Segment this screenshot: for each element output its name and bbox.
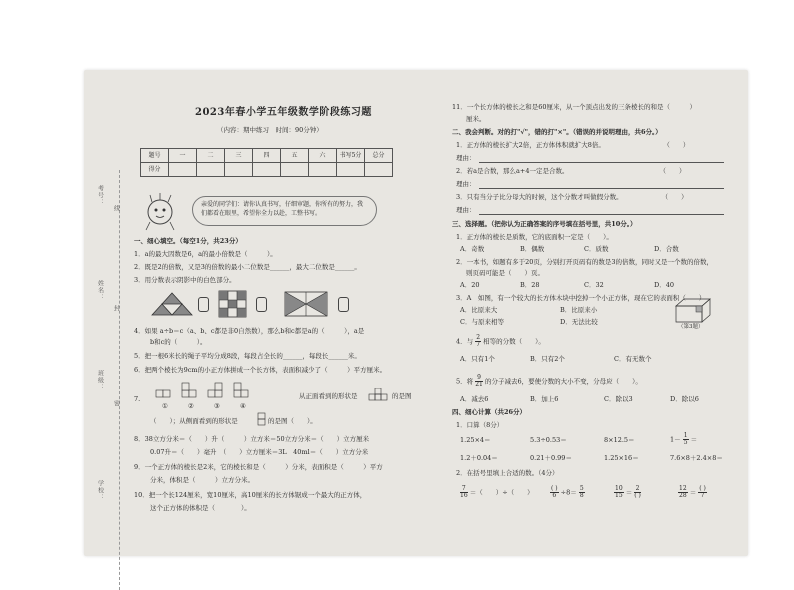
score-cell[interactable] (197, 163, 225, 177)
score-cell: 一 (169, 149, 197, 163)
score-cell: 二 (197, 149, 225, 163)
line-mark-1: 密 (112, 400, 120, 407)
q10-line2: 这个正方体的体积是（ ）。 (150, 504, 251, 512)
q11-line2: 厘米。 (466, 115, 486, 123)
choice-2-line2: 则页码可能是（ ）页。 (466, 269, 544, 277)
q1: 1．a的最大因数是6，a的最小倍数是（ ）。 (134, 250, 277, 258)
calc-item: 1.25×16＝ (604, 454, 639, 462)
binding-line (119, 170, 120, 590)
score-cell[interactable] (337, 163, 365, 177)
exam-number-label: 考号： (96, 185, 104, 206)
name-label: 姓名： (96, 280, 104, 301)
section-2-heading: 二、我会判断。对的打"√"，错的打"×"。（错误的并说明理由，共6分。） (452, 128, 662, 136)
score-cell[interactable] (281, 163, 309, 177)
line-mark-2: 线 (112, 205, 120, 212)
figure-label: ② (188, 402, 194, 410)
q6: 6．把两个棱长为9cm的小正方体拼成一个长方体，表面积减少了（ ）平方厘米。 (134, 366, 387, 374)
q10-line1: 10．把一个长124厘米，宽10厘米，高10厘米的长方体锯成一个最大的正方体， (134, 491, 367, 499)
judge-3: 3．只有当分子比分母大的时候，这个分数才叫做假分数。 （ ） (456, 193, 688, 201)
choice-2-option-c[interactable]: C．32 (584, 281, 604, 289)
mental-math-heading: 1．口算（8分） (456, 421, 504, 429)
judge-1-reason: 理由： (456, 154, 476, 162)
front-view-shape-icon (368, 388, 390, 402)
q4-line1: 4．如果 a÷b＝c（a、b、c都是非0自然数），那么b和c都是a的（ ），a是 (134, 327, 365, 335)
judge-1: 1．正方体的棱长扩大2倍，正方体体积就扩大8倍。 （ ） (456, 141, 690, 149)
choice-2-option-d[interactable]: D．40 (654, 281, 674, 289)
class-label: 班级： (96, 370, 104, 391)
answer-bracket[interactable] (256, 297, 267, 312)
choice-1-option-a[interactable]: A．奇数 (460, 245, 485, 253)
q3: 3．用分数表示阴影中的白色部分。 (134, 276, 236, 284)
choice-1-option-b[interactable]: B．偶数 (520, 245, 545, 253)
fraction: $\frac{9}{21}$ (475, 374, 483, 388)
choice-2-line1: 2．一本书，如题有多于20页，分别打开页码有的数是3的倍数，同时又是一个数的倍数， (456, 258, 714, 266)
exam-paper (84, 70, 748, 556)
score-cell[interactable] (253, 163, 281, 177)
encouragement-bubble: 亲爱的同学们：请你认真书写，仔细审题，你所有的努力，我们都看在眼里，希望你全力以赴，工整书写。 (192, 196, 377, 226)
choice-1-option-c[interactable]: C．质数 (584, 245, 609, 253)
choice-5-option-c[interactable]: C．除以3 (604, 395, 633, 403)
fraction: $\frac{1}{5}$ (683, 432, 688, 446)
choice-5-option-d[interactable]: D．除以6 (670, 395, 699, 403)
choice-3: 3．A 如图，有一个较大的长方体木块中挖掉一个小正方体，现在它的表面积（ ） (456, 294, 706, 302)
fraction: $\frac{2}{7}$ (476, 334, 481, 348)
calc-item: 7.6×8＋2.4×8＝ (670, 454, 723, 462)
choice-4-option-c[interactable]: C．有无数个 (614, 355, 652, 363)
choice-3-option-a[interactable]: A．比原来大 (460, 306, 498, 314)
score-cell: 五 (281, 149, 309, 163)
q7-front-suffix: 的是图 (392, 392, 412, 400)
calc-item: 1.2＋0.04＝ (460, 454, 498, 462)
q7-front-view: 从正面看到的形状是 (299, 392, 358, 400)
score-cell: 题号 (141, 149, 169, 163)
exam-title: 2023年春小学五年级数学阶段练习题 (195, 107, 372, 118)
choice-2-option-b[interactable]: B．28 (520, 281, 540, 289)
choice-2-option-a[interactable]: A．20 (460, 281, 480, 289)
figure-label: ① (162, 402, 168, 410)
cube-stacks-icon (154, 382, 254, 400)
fraction-item: $\frac{12}{28}$ ＝ $\frac{( )}{7}$ (679, 485, 706, 499)
calc-item: 8×12.5＝ (604, 436, 635, 444)
choice-3-option-d[interactable]: D．无法比较 (560, 318, 598, 326)
q11-line1: 11．一个长方体的棱长之和是60厘米，从一个顶点出发的三条棱长的和是（ ） (452, 103, 697, 111)
grid-figure-icon (218, 290, 248, 318)
section-3-heading: 三、选择题。（把你认为正确答案的序号填在括号里，共10分。） (452, 220, 637, 228)
choice-1: 1．正方体的棱长是质数，它的底面积一定是（ ）。 (456, 233, 613, 241)
cuboid-figure-icon (674, 296, 714, 324)
judge-3-reason: 理由： (456, 206, 476, 214)
judge-2-reason: 理由： (456, 180, 476, 188)
triangle-figure-icon (150, 291, 194, 317)
choice-1-option-d[interactable]: D．合数 (654, 245, 679, 253)
fill-fraction-heading: 2．在括号里填上合适的数。（4分） (456, 469, 559, 477)
figure-label: ④ (240, 402, 246, 410)
figure-caption: （第3题） (678, 324, 704, 330)
choice-5: 5．将 $\frac{9}{21}$ 的分子减去6，要使分数的大小不变，分母应（ ）。 (456, 374, 642, 388)
q9-line1: 9．一个正方体的棱长是2米，它的棱长和是（ ）分米，表面积是（ ）平方 (134, 463, 383, 471)
choice-5-option-b[interactable]: B．加上6 (530, 395, 559, 403)
q7-side-view: （ ）；从侧面看到的形状是 (150, 417, 238, 425)
q5: 5．把一根6米长的绳子平均分成8段，每段占全长的______，每段长______米。 (134, 352, 361, 360)
q2: 2．既是2的倍数，又是3的倍数的最小二位数是______，最大二位数是______。 (134, 263, 361, 271)
score-cell: 书写5分 (337, 149, 365, 163)
fraction-item: $\frac{7}{16}$ ＝（ ）÷（ ） (460, 485, 534, 499)
choice-3-option-c[interactable]: C．与原来相等 (460, 318, 504, 326)
q7-side-suffix: 的是图（ ）。 (268, 417, 317, 425)
q7-number: 7. (134, 395, 141, 403)
judge-2: 2．若a是合数，那么a+4一定是合数。 （ ） (456, 167, 686, 175)
section-4-heading: 四、细心计算（共26分） (452, 408, 527, 416)
q9-line2: 分米，体积是（ ）立方分米。 (150, 476, 254, 484)
calc-item: 1－ $\frac{1}{5}$ ＝ (670, 432, 698, 446)
answer-bracket[interactable] (198, 297, 209, 312)
choice-5-option-a[interactable]: A．减去6 (460, 395, 489, 403)
fraction-item: $\frac{10}{15}$ ＝ $\frac{2}{( )}$ (615, 485, 641, 499)
score-cell: 总分 (365, 149, 393, 163)
side-view-shape-icon (257, 412, 267, 426)
exam-subtitle: （内容：期中练习 时间：90分钟） (217, 126, 323, 134)
score-table (140, 148, 393, 177)
score-cell: 得分 (141, 163, 169, 177)
fraction-item: $\frac{( )}{6}$ ÷8＝ $\frac{5}{8}$ (551, 485, 584, 499)
choice-4-option-a[interactable]: A．只有1个 (460, 355, 495, 363)
figure-label: ③ (214, 402, 220, 410)
score-cell[interactable] (365, 163, 393, 177)
choice-3-option-b[interactable]: B．比原来小 (560, 306, 598, 314)
choice-4-option-b[interactable]: B．只有2个 (530, 355, 565, 363)
school-label: 学校： (96, 480, 104, 501)
score-cell: 六 (309, 149, 337, 163)
score-cell[interactable] (169, 163, 197, 177)
section-1-heading: 一、细心填空。（每空1分，共23分） (134, 237, 242, 245)
answer-bracket[interactable] (338, 297, 349, 312)
rectangle-figure-icon (284, 291, 328, 317)
score-cell[interactable] (309, 163, 337, 177)
q8-line1: 8．38立方分米＝（ ）升（ ）立方米＝50立方分米＝（ ）立方厘米 (134, 435, 370, 443)
score-cell[interactable] (225, 163, 253, 177)
score-cell: 三 (225, 149, 253, 163)
mascot-icon (138, 192, 182, 232)
score-cell: 四 (253, 149, 281, 163)
choice-4: 4．与 $\frac{2}{7}$ 相等的分数（ ）。 (456, 334, 545, 348)
calc-item: 0.21＋0.99＝ (530, 454, 572, 462)
seal-mark: 封 (112, 305, 120, 312)
q8-line2: 0.07升＝（ ）毫升 （ ）立方厘米＝3L 40ml＝（ ）立方分米 (150, 448, 369, 456)
calc-item: 5.3÷0.53＝ (530, 436, 567, 444)
q4-line2: b和c的（ ）。 (150, 338, 207, 346)
calc-item: 1.25×4＝ (460, 436, 491, 444)
